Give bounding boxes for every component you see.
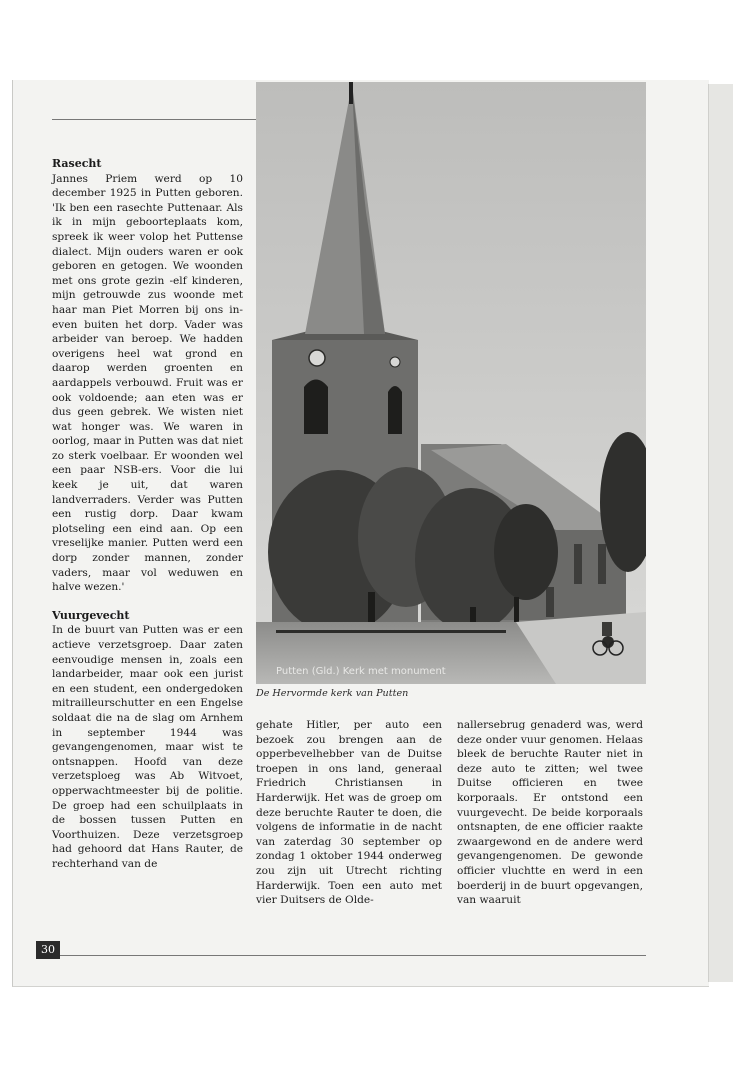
section-body-rasecht: Jannes Priem werd op 10 december 1925 in Putten geboren. 'Ik ben een rasechte Puttenaar. Als ik in mijn geboorteplaats kom, spreek ik weer volop het Puttense dialect. Mijn ouders waren er ook geboren en getogen. We woonden met ons grote gezin -elf kinderen, mijn getrouwde zus woonde met haar man Piet Morren bij ons in- even buiten het dorp. Vader was arbeider van beroep. We hadden overigens heel wat grond en daarop werden groenten en aardappels verbouwd. Fruit was er ook voldoende; aan eten was er dus geen gebrek. We wisten niet wat honger was. We waren in oorlog, maar in Putten was dat niet zo sterk voelbaar. Er woonden wel een paar NSB-ers. Voor die lui keek je uit, dat waren landverraders. Verder was Putten een rustig dorp. Daar kwam plotseling een eind aan. Op een vreselijke manier. Putten werd een dorp zonder mannen, zonder vaders, maar vol weduwen en halve wezen.' (52, 172, 243, 594)
section-body-vuurgevecht: In de buurt van Putten was er een actieve verzetsgroep. Daar zaten eenvoudige mensen in, zoals een landarbeider, maar ook een jurist en een student, een ondergedoken mitrailleurschutter en een Engelse soldaat die na de slag om Arnhem in september 1944 was gevangengenomen, maar wist te ontsnappen. Hoofd van deze verzetsploeg was Ab Witvoet, opperwachtmeester bij de politie. De groep had een schuilplaats in de bossen tussen Putten en Voorthuizen. Deze verzetsgroep had gehoord dat Hans Rauter, de rechterhand van de (52, 624, 243, 870)
top-rule (52, 119, 256, 120)
church-photo (256, 82, 646, 684)
middle-column-text: gehate Hitler, per auto een bezoek zou brengen aan de opperbevelhebber van de Duitse troepen in ons land, generaal Friedrich Christiansen in Harderwijk. Het was de groep om deze beruchte Rauter te doen, die volgens de informatie in de nacht van zaterdag 30 september op zondag 1 oktober 1944 onderweg zou zijn uit Utrecht richting Harderwijk. Toen een auto met vier Duitsers de Olde- (256, 719, 442, 907)
middle-column (256, 718, 442, 908)
section-heading-vuurgevecht: Vuurgevecht (52, 608, 130, 622)
page-number: 30 (36, 941, 60, 959)
left-column (52, 157, 243, 872)
right-column (457, 718, 643, 908)
page-edge (708, 84, 733, 982)
photo-caption: De Hervormde kerk van Putten (256, 688, 409, 699)
section-heading-rasecht: Rasecht (52, 157, 102, 170)
right-column-text: nallersebrug genaderd was, werd deze onder vuur genomen. Helaas bleek de beruchte Rauter niet in deze auto te zitten; wel twee Duitse officieren en twee korporaals. Er ontstond een vuurgevecht. De beide korporaals ontsnapten, de ene officier raakte zwaargewond en de andere werd gevangengenomen. De gewonde officier vluchtte en werd in een boerderij in de buurt opgevangen, van waaruit (457, 719, 643, 907)
photo-label: Putten (Gld.) Kerk met monument (276, 666, 446, 677)
bottom-rule (60, 955, 646, 956)
